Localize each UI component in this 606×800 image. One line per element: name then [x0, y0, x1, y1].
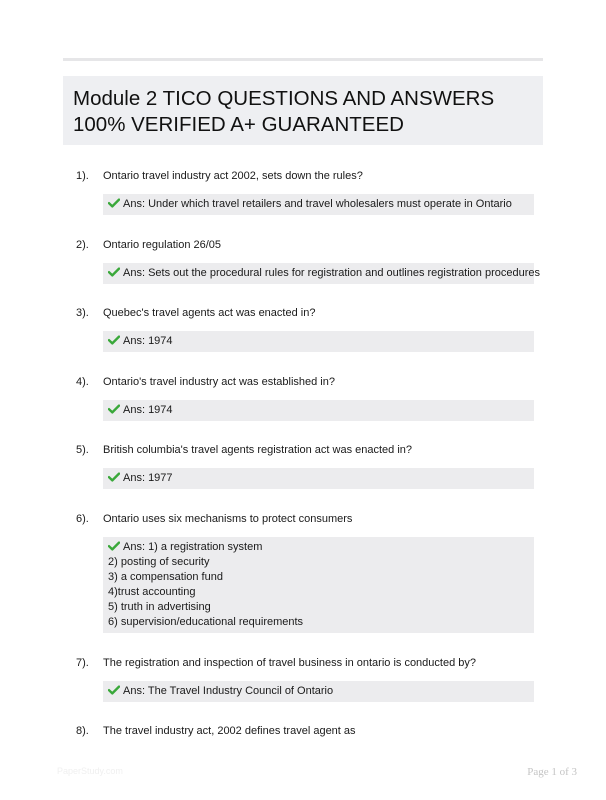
answer-text: Ans: 1974 — [123, 404, 173, 416]
title-banner — [63, 76, 543, 145]
question-number: 1). — [76, 170, 89, 182]
question-number: 3). — [76, 307, 89, 319]
answer-text: Ans: Sets out the procedural rules for registration and outlines registration procedures — [123, 267, 541, 279]
answer-line — [108, 540, 528, 555]
answer-line — [108, 684, 528, 699]
check-icon — [108, 472, 120, 482]
answer-text: Ans: 1977 — [123, 472, 173, 484]
answer-text: 5) truth in advertising — [108, 601, 211, 613]
question-text: Ontario travel industry act 2002, sets down the rules? — [103, 170, 363, 182]
question-text: British columbia's travel agents registration act was enacted in? — [103, 444, 413, 456]
question-number: 7). — [76, 657, 89, 669]
answer-text: 3) a compensation fund — [108, 571, 223, 583]
question-text: The travel industry act, 2002 defines travel agent as — [103, 725, 356, 737]
check-icon — [108, 685, 120, 695]
answer-box — [103, 681, 534, 702]
check-icon — [108, 267, 120, 277]
check-icon — [108, 541, 120, 551]
page-number: Page 1 of 3 — [527, 766, 577, 778]
answer-text: Ans: The Travel Industry Council of Ontario — [123, 685, 334, 697]
answer-text: Ans: 1) a registration system — [123, 541, 263, 553]
answer-line — [108, 585, 528, 600]
answer-box — [103, 263, 541, 284]
question-number: 4). — [76, 376, 89, 388]
check-icon — [108, 198, 120, 208]
answer-text: Ans: 1974 — [123, 335, 173, 347]
answer-box — [103, 194, 534, 215]
question-text: Ontario's travel industry act was established in? — [103, 376, 335, 388]
answer-text: Ans: Under which travel retailers and travel wholesalers must operate in Ontario — [123, 198, 512, 210]
answer-text: 2) posting of security — [108, 556, 210, 568]
question-text: The registration and inspection of travel business in ontario is conducted by? — [103, 657, 476, 669]
answer-line — [108, 600, 528, 615]
answer-line — [108, 570, 528, 585]
answer-line — [108, 266, 541, 281]
answer-box — [103, 537, 534, 633]
answer-line — [108, 555, 528, 570]
question-number: 6). — [76, 513, 89, 525]
answer-line — [108, 471, 528, 486]
answer-box — [103, 468, 534, 489]
footer-watermark: PaperStudy.com — [57, 766, 123, 776]
title-line-1: Module 2 TICO QUESTIONS AND ANSWERS — [73, 87, 495, 110]
question-text: Ontario uses six mechanisms to protect consumers — [103, 513, 353, 525]
title-line-2: 100% VERIFIED A+ GUARANTEED — [73, 113, 404, 136]
answer-box — [103, 400, 534, 421]
check-icon — [108, 404, 120, 414]
answer-line — [108, 403, 528, 418]
question-number: 2). — [76, 239, 89, 251]
answer-text: 4)trust accounting — [108, 586, 196, 598]
check-icon — [108, 335, 120, 345]
answer-text: 6) supervision/educational requirements — [108, 616, 304, 628]
answer-line — [108, 615, 528, 630]
question-number: 8). — [76, 725, 89, 737]
answer-box — [103, 331, 534, 352]
answer-line — [108, 197, 528, 212]
answer-line — [108, 334, 528, 349]
question-text: Quebec's travel agents act was enacted in? — [103, 307, 316, 319]
document-title — [73, 86, 533, 138]
top-divider — [63, 58, 543, 61]
question-text: Ontario regulation 26/05 — [103, 239, 222, 251]
question-number: 5). — [76, 444, 89, 456]
